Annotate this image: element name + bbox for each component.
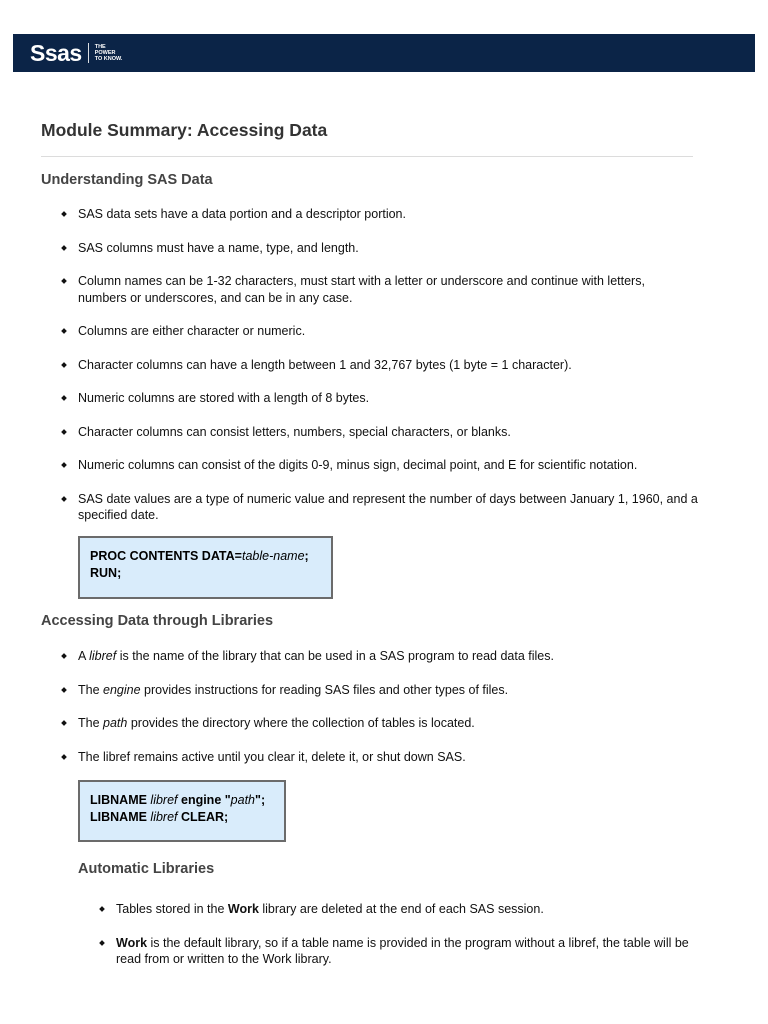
- code-line: LIBNAME libref engine "path";: [90, 793, 266, 807]
- list-item: The libref remains active until you clear it, delete it, or shut down SAS.: [61, 749, 731, 766]
- bullet-icon: [61, 245, 67, 251]
- list-item: SAS data sets have a data portion and a descriptor portion.: [61, 206, 731, 223]
- list-item: Columns are either character or numeric.: [61, 323, 731, 340]
- section-heading-understanding: Understanding SAS Data: [41, 172, 213, 188]
- libraries-list: [61, 648, 731, 765]
- bullet-icon: [61, 278, 67, 284]
- code-line: RUN;: [90, 565, 122, 580]
- bullet-icon: [61, 362, 67, 368]
- list-item: Numeric columns are stored with a length of 8 bytes.: [61, 390, 731, 407]
- list-item: The path provides the directory where the collection of tables is located.: [61, 715, 731, 732]
- list-item: Work is the default library, so if a table name is provided in the program without a libref, the table will be read from or written to the Work library.: [99, 935, 699, 968]
- sas-logo[interactable]: [30, 39, 122, 67]
- list-item: Numeric columns can consist of the digits 0-9, minus sign, decimal point, and E for scientific notation.: [61, 457, 731, 474]
- automatic-list: [99, 901, 699, 968]
- logo-divider: [88, 43, 89, 63]
- list-item: Character columns can have a length between 1 and 32,767 bytes (1 byte = 1 character).: [61, 357, 731, 374]
- list-item: The engine provides instructions for reading SAS files and other types of files.: [61, 682, 731, 699]
- code-line: PROC CONTENTS DATA=table-name;: [90, 549, 309, 563]
- bullet-icon: [61, 687, 67, 693]
- list-item: SAS date values are a type of numeric value and represent the number of days between January 1, 1960, and a specified date.: [61, 491, 731, 524]
- bullet-icon: [99, 906, 105, 912]
- bullet-icon: [61, 653, 67, 659]
- bullet-icon: [61, 395, 67, 401]
- bullet-icon: [61, 720, 67, 726]
- understanding-list: [61, 206, 731, 524]
- header-banner: [13, 34, 755, 72]
- bullet-icon: [61, 211, 67, 217]
- list-item: SAS columns must have a name, type, and length.: [61, 240, 731, 257]
- bullet-icon: [61, 462, 67, 468]
- code-block-libname: [78, 780, 286, 842]
- bullet-icon: [61, 429, 67, 435]
- section-heading-libraries: Accessing Data through Libraries: [41, 613, 274, 629]
- list-item: Character columns can consist letters, numbers, special characters, or blanks.: [61, 424, 731, 441]
- list-item: A libref is the name of the library that can be used in a SAS program to read data files.: [61, 648, 731, 665]
- bullet-icon: [99, 940, 105, 946]
- bullet-icon: [61, 328, 67, 334]
- list-item: Column names can be 1-32 characters, must start with a letter or underscore and continue with letters, numbers or underscores, and can be in any case.: [61, 273, 731, 306]
- bullet-icon: [61, 496, 67, 502]
- code-line: LIBNAME libref CLEAR;: [90, 809, 229, 824]
- code-block-proc-contents: [78, 536, 333, 599]
- sas-logo-mark: Ssas: [30, 40, 82, 66]
- logo-tagline: THE POWER TO KNOW.: [94, 44, 123, 62]
- title-divider: [41, 156, 693, 157]
- page-title: Module Summary: Accessing Data: [41, 120, 328, 140]
- bullet-icon: [61, 754, 67, 760]
- list-item: Tables stored in the Work library are deleted at the end of each SAS session.: [99, 901, 699, 918]
- section-heading-automatic: Automatic Libraries: [78, 861, 215, 877]
